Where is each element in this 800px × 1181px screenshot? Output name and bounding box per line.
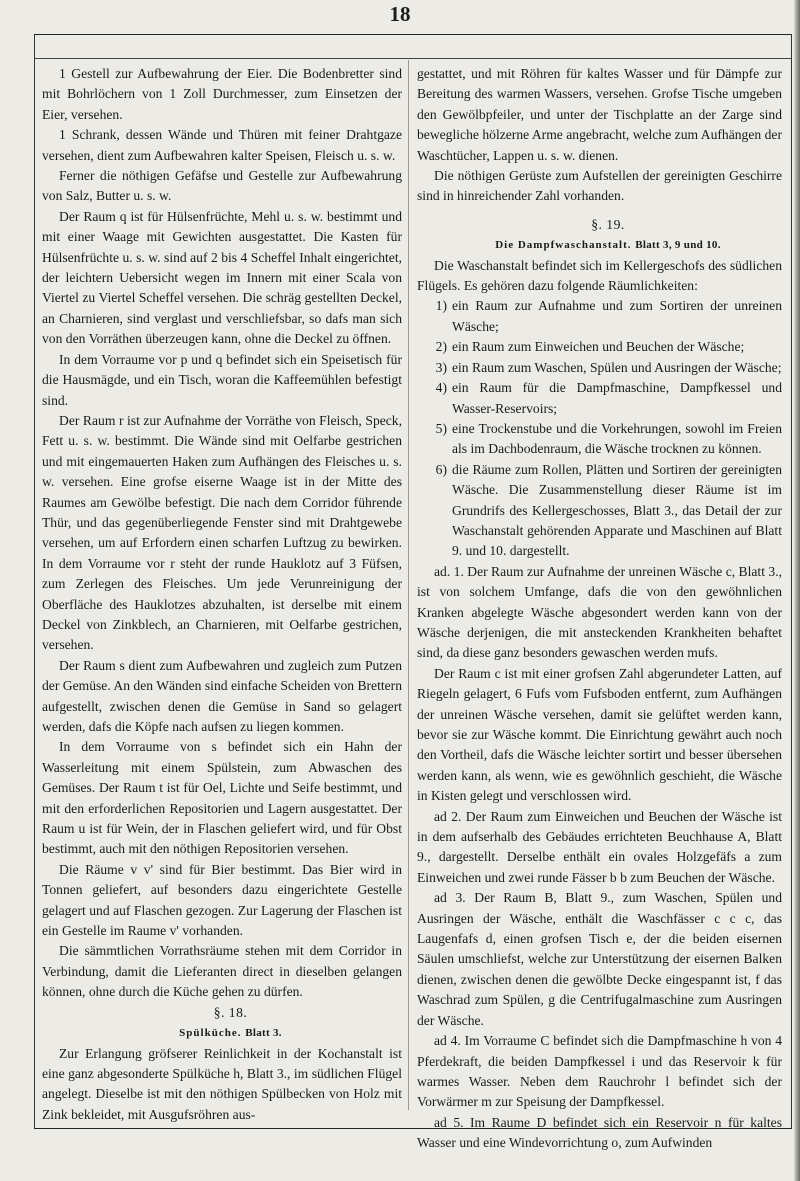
paragraph: ad. 1. Der Raum zur Aufnahme der unreinen Wäsche c, Blatt 3., ist von solchem Umfange, dafs die von den gewöhnlichen Kranken abgelegte Wäsche abgesondert werden kann von der Wäsche derjenigen, die mit ansteckenden Krankheiten behaftet sind, da diese ganz besonders gewaschen werden mufs. xyxy=(417,563,782,661)
list-text: ein Raum für die Dampfmaschine, Dampfkessel und Wasser-Reservoirs; xyxy=(452,380,782,416)
paragraph: In dem Vorraume vor p und q befindet sich ein Speisetisch für die Hausmägde, und ein Tisch, woran die Kaffeemühlen befestigt sind. xyxy=(42,351,402,408)
list-item xyxy=(417,378,782,419)
paragraph: 1 Gestell zur Aufbewahrung der Eier. Die Bodenbretter sind mit Bohrlöchern von 1 Zoll Durchmesser, zum Einsetzen der Eier, versehen. xyxy=(42,66,402,122)
list-text: ein Raum zur Aufnahme und zum Sortiren der unreinen Wäsche; xyxy=(452,298,782,334)
paragraph: Der Raum s dient zum Aufbewahren und zugleich zum Putzen der Gemüse. An den Wänden sind einfache Scheiden von Brettern aufgestellt, zwischen denen die Gemüse in Sand so gelagert werden, dafs die Köpfe nach aufsen zu liegen kommen. xyxy=(42,657,402,734)
page-number: 18 xyxy=(389,2,411,26)
section-plate-ref: Blatt 3. xyxy=(245,1027,282,1040)
paragraph: Die Räume v v' sind für Bier bestimmt. Das Bier wird in Tonnen geliefert, auf besonders dazu eingerichtete Gestelle gelagert und auf Flaschen gezogen. Zur Lagerung der Flaschen ist ein Gestelle im Raume v' vorhanden. xyxy=(42,861,402,939)
section-heading: §. 19. xyxy=(591,216,625,232)
paragraph: gestattet, und mit Röhren für kaltes Wasser und für Dämpfe zur Bereitung des warmen Wassers, versehen. Grofse Tische umgeben den Gewölbpfeiler, und unter der Tischplatte an der Zarge sind bewegliche hölzerne Arme angebracht, welche zum Aufhängen der Waschtücher, Lappen u. s. w. dienen. xyxy=(417,66,782,163)
section-subheading xyxy=(42,1023,402,1043)
section-plate-ref: Blatt 3, 9 und 10. xyxy=(635,239,721,252)
paragraph: Der Raum c ist mit einer grofsen Zahl abgerundeter Latten, auf Riegeln gelagert, 6 Fufs vom Fufsboden entfernt, zum Aufhängen der unreinen Wäsche versehen, damit sie gelüftet werden kann, bevor sie zur Wäsche kommt. Die Einrichtung gewährt auch noch den Vortheil, dafs die Wäsche leichter sortirt und besser übersehen werden kann, als wenn, wie es gewöhnlich geschieht, die Wäsche in Kisten gelegt und verschlossen wird. xyxy=(417,665,782,804)
list-item xyxy=(417,296,782,337)
list-text: ein Raum zum Einweichen und Beuchen der Wäsche; xyxy=(452,339,745,355)
paragraph: 1 Schrank, dessen Wände und Thüren mit feiner Drahtgaze versehen, dient zum Aufbewahren kalter Speisen, Fleisch u. s. w. xyxy=(42,127,402,163)
paragraph: ad 3. Der Raum B, Blatt 9., zum Waschen, Spülen und Ausringen der Wäsche, enthält die Waschfässer c c c, das Laugenfafs d, einen grofsen Tisch e, der die beiden eisernen Säulen umschliefst, welche zur Unterstützung der eisernen Balken dienen, zwischen denen die gewölbte Decke eingespannt ist, f das Waschrad zum Spülen, g die Centrifugalmaschine zum Ausringen der Wäsche. xyxy=(417,890,782,1028)
list-number: 1) xyxy=(435,298,447,314)
list-number: 4) xyxy=(435,380,447,396)
paragraph: Zur Erlangung gröfserer Reinlichkeit in der Kochanstalt ist eine ganz abgesonderte Spülküche h, Blatt 3., im südlichen Flügel angelegt. Dieselbe ist mit den nöthigen Spülbecken von Holz mit Zink bekleidet, mit Ausgufsröhren aus- xyxy=(42,1045,402,1122)
paragraph: Der Raum r ist zur Aufnahme der Vorräthe von Fleisch, Speck, Fett u. s. w. bestimmt. Die Wände sind mit Oelfarbe gestrichen und mit eingemauerten Haken zum Aufhängen des Fleisches u. s. w. versehen. Eine grofse eiserne Waage ist in der Mitte des Raumes am Gewölbe befestigt. Die nach dem Corridor führende Thür, und das gegenüberliegende Fenster sind mit Drahtgewebe versehen, um auf Erfordern einen scharfen Luftzug zu bewirken. In dem Vorraume vor r steht der runde Hauklotz auf 3 Füfsen, zum Zerlegen des Fleisches. Um jede Verunreinigung der Oberfläche des Hauklotzes abzuhalten, ist derselbe mit einem Deckel von Zinkblech, an Charnieren, mit Oelfarbe gestrichen, versehen. xyxy=(42,412,402,653)
paragraph: ad 4. Im Vorraume C befindet sich die Dampfmaschine h von 4 Pferdekraft, die beiden Dampfkessel i und das Reservoir k für warmes Wasser. Neben dem Rauchrohr l befindet sich der Vorwärmer m zur Speisung der Dampfkessel. xyxy=(417,1033,782,1110)
list-item xyxy=(417,419,782,460)
list-text: ein Raum zum Waschen, Spülen und Ausringen der Wäsche; xyxy=(452,359,782,375)
paragraph: Ferner die nöthigen Gefäfse und Gestelle zur Aufbewahrung von Salz, Butter u. s. w. xyxy=(42,168,402,204)
section-title: Die Dampfwaschanstalt. xyxy=(495,239,632,252)
section-subheading xyxy=(417,235,782,255)
paragraph: Die Waschanstalt befindet sich im Kellergeschofs des südlichen Flügels. Es gehören dazu folgende Räumlichkeiten: xyxy=(417,257,782,294)
list-item xyxy=(417,460,782,562)
paragraph: ad 5. Im Raume D befindet sich ein Reservoir n für kaltes Wasser und eine Windevorrichtung o, zum Aufwinden xyxy=(417,1114,782,1151)
column-divider xyxy=(408,60,409,1110)
list-number: 2) xyxy=(435,339,447,355)
list-number: 3) xyxy=(435,359,447,375)
list-item xyxy=(417,358,782,378)
paragraph: Der Raum q ist für Hülsenfrüchte, Mehl u. s. w. bestimmt und mit einer Waage mit Gewichten ausgestattet. Die Kasten für Hülsenfrüchte u. s. w. sind auf 2 bis 4 Scheffel Inhalt eingerichtet, der leichtern Uebersicht wegen im Innern mit einer Scala von Viertel zu Viertel Scheffel versehen. Die schräg gestellten Deckel, an Charnieren, sind verglast und verschliefsbar, so dafs man sich von den Vorräthen überzeugen kann, ohne die Deckel zu öffnen. xyxy=(42,208,402,347)
right-column xyxy=(417,64,782,1154)
header-thin-rule xyxy=(34,58,792,59)
list-text: eine Trockenstube und die Vorkehrungen, sowohl im Freien als im Dachbodenraum, die Wäsche trocknen zu können. xyxy=(452,420,782,457)
paragraph: In dem Vorraume von s befindet sich ein Hahn der Wasserleitung mit einem Spülstein, zum Abwaschen des Gemüses. Der Raum t ist für Oel, Lichte und Seife bestimmt, und mit den erforderlichen Repositorien und Lagern ausgestattet. Der Raum u ist für Wein, der in Flaschen geliefert wird, und für Obst bestimmt, auch mit den nöthigen Repositorien versehen. xyxy=(42,739,402,857)
paragraph: Die nöthigen Gerüste zum Aufstellen der gereinigten Geschirre sind in hinreichender Zahl vorhanden. xyxy=(417,168,782,204)
left-column xyxy=(42,64,402,1125)
list-item xyxy=(417,337,782,357)
page-edge-shadow xyxy=(794,0,800,1181)
frame-right-line xyxy=(791,34,792,1129)
section-title: Spülküche. xyxy=(179,1027,242,1040)
paragraph: ad 2. Der Raum zum Einweichen und Beuchen der Wäsche ist in dem aufserhalb des Gebäudes errichteten Beuchhause A, Blatt 9., dargestellt. Derselbe enthält ein ovales Holzgefäfs a zum Einweichen und zwei runde Fässer b b zum Beuchen der Wäsche. xyxy=(417,808,782,885)
section-heading: §. 18. xyxy=(213,1004,248,1020)
paragraph: Die sämmtlichen Vorrathsräume stehen mit dem Corridor in Verbindung, damit die Lieferanten direct in dieselben gelangen können, ohne durch die Küche gehen zu dürfen. xyxy=(42,943,402,1000)
header-rule xyxy=(34,34,792,35)
frame-left-line xyxy=(34,34,35,1129)
list-text: die Räume zum Rollen, Plätten und Sortiren der gereinigten Wäsche. Die Zusammenstellung dieser Räume ist im Grundrifs des Kellergeschosses, Blatt 3., das Detail der zur Waschanstalt gehörenden Apparate und Maschinen auf Blatt 9. und 10. dargestellt. xyxy=(452,461,782,559)
list-number: 6) xyxy=(435,461,447,477)
list-number: 5) xyxy=(435,420,447,436)
